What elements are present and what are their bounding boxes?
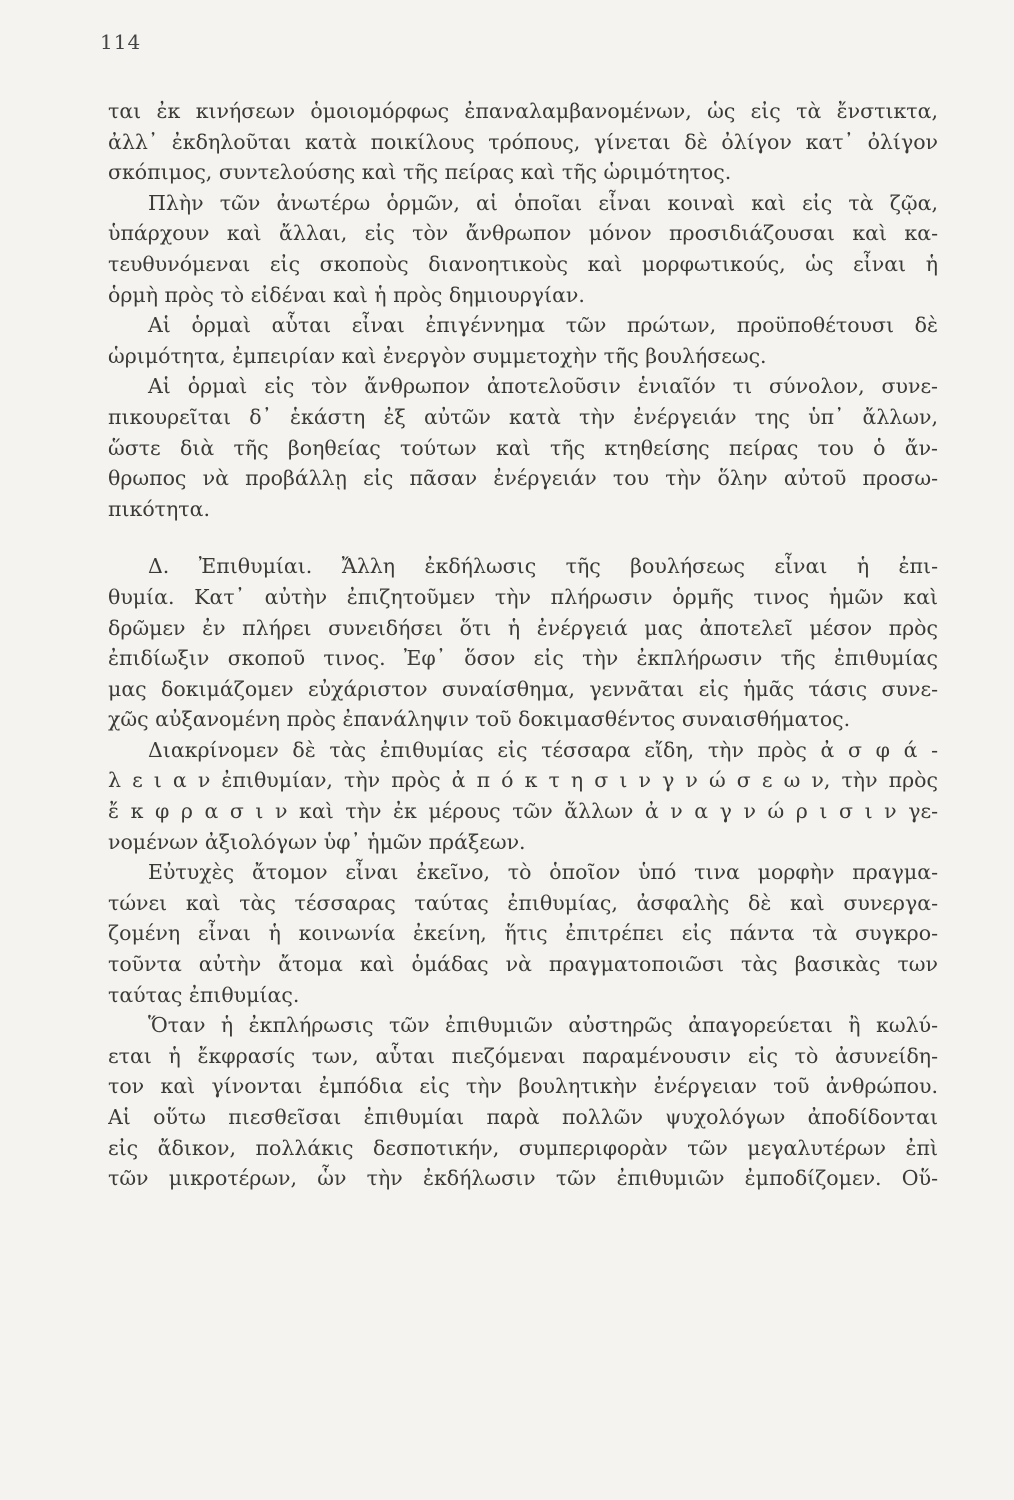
text-line: ται ἐκ κινήσεων ὁμοιομόρφως ἐπαναλαμβανομένων, ὡς εἰς τὰ ἔνστικτα,: [108, 99, 938, 123]
text-line: μας δοκιμάζομεν εὐχάριστον συναίσθημα, γεννᾶται εἰς ἡμᾶς τάσις συνε-: [108, 676, 938, 701]
text-line: τώνει καὶ τὰς τέσσαρας ταύτας ἐπιθυμίας, ἀσφαλὴς δὲ καὶ συνεργα-: [108, 890, 938, 915]
paragraph: [108, 1010, 938, 1194]
text-line: Αἱ ὁρμαὶ αὗται εἶναι ἐπιγέννημα τῶν πρώτων, προϋποθέτουσι δὲ: [148, 313, 938, 338]
text-line: θυμία. Κατ᾽ αὐτὴν ἐπιζητοῦμεν τὴν πλήρωσιν ὁρμῆς τινος ἡμῶν καὶ: [108, 584, 938, 609]
paragraph: [108, 188, 938, 310]
text-line: θρωπος νὰ προβάλλῃ εἰς πᾶσαν ἐνέργειάν του τὴν ὅλην αὐτοῦ προσω-: [108, 466, 938, 491]
text-line: τευθυνόμεναι εἰς σκοποὺς διανοητικοὺς καὶ μορφωτικούς, ὡς εἶναι ἡ: [108, 251, 938, 276]
text-line: ὁρμὴ πρὸς τὸ εἰδέναι καὶ ἡ πρὸς δημιουργίαν.: [108, 282, 585, 307]
text-line: ἐπιδίωξιν σκοποῦ τινος. Ἐφ᾽ ὅσον εἰς τὴν ἐκπλήρωσιν τῆς ἐπιθυμίας: [108, 646, 938, 671]
text-line: τον καὶ γίνονται ἐμπόδια εἰς τὴν βουλητικὴν ἐνέργειαν τοῦ ἀνθρώπου.: [108, 1074, 938, 1099]
text-line: ὥστε διὰ τῆς βοηθείας τούτων καὶ τῆς κτηθείσης πείρας του ὁ ἄν-: [108, 435, 938, 460]
text-line: ὡριμότητα, ἐμπειρίαν καὶ ἐνεργὸν συμμετοχὴν τῆς βουλήσεως.: [108, 343, 767, 368]
text-line: νομένων ἀξιολόγων ὑφ᾽ ἡμῶν πράξεων.: [108, 829, 526, 854]
text-line: Εὐτυχὲς ἄτομον εἶναι ἐκεῖνο, τὸ ὁποῖον ὑπό τινα μορφὴν πραγμα-: [148, 860, 938, 885]
paragraph: [108, 310, 938, 371]
paragraph: [108, 551, 938, 735]
text-line: δρῶμεν ἐν πλήρει συνειδήσει ὅτι ἡ ἐνέργειά μας ἀποτελεῖ μέσον πρὸς: [108, 615, 938, 640]
text-line: πικότητα.: [108, 496, 210, 521]
text-line: Αἱ οὕτω πιεσθεῖσαι ἐπιθυμίαι παρὰ πολλῶν ψυχολόγων ἀποδίδονται: [108, 1105, 938, 1129]
text-line: πικουρεῖται δ᾽ ἑκάστη ἐξ αὐτῶν κατὰ τὴν ἐνέργειάν της ὑπ᾽ ἄλλων,: [108, 404, 938, 429]
paragraph-gap: [108, 524, 938, 551]
text-line: εται ἡ ἔκφρασίς των, αὗται πιεζόμεναι παραμένουσιν εἰς τὸ ἀσυνείδη-: [108, 1043, 938, 1068]
page-number: 114: [100, 30, 142, 54]
text-line: ὑπάρχουν καὶ ἄλλαι, εἰς τὸν ἄνθρωπον μόνον προσιδιάζουσαι καὶ κα-: [108, 221, 938, 246]
text-line: Ὅταν ἡ ἐκπλήρωσις τῶν ἐπιθυμιῶν αὐστηρῶς ἀπαγορεύεται ἢ κωλύ-: [148, 1013, 938, 1038]
body-text: [108, 96, 938, 1194]
text-line: ἔ κ φ ρ α σ ι ν καὶ τὴν ἐκ μέρους τῶν ἄλλων ἀ ν α γ ν ώ ρ ι σ ι ν γε-: [108, 799, 938, 824]
text-line: ζομένη εἶναι ἡ κοινωνία ἐκείνη, ἥτις ἐπιτρέπει εἰς πάντα τὰ συγκρο-: [108, 921, 938, 946]
paragraph: [108, 371, 938, 524]
text-line: τῶν μικροτέρων, ὧν τὴν ἐκδήλωσιν τῶν ἐπιθυμιῶν ἐμποδίζομεν. Οὕ-: [108, 1166, 938, 1191]
paragraph: [108, 96, 938, 188]
paragraph: [108, 735, 938, 857]
text-line: Πλὴν τῶν ἀνωτέρω ὁρμῶν, αἱ ὁποῖαι εἶναι κοιναὶ καὶ εἰς τὰ ζῷα,: [148, 190, 938, 215]
text-line: Αἱ ὁρμαὶ εἰς τὸν ἄνθρωπον ἀποτελοῦσιν ἑνιαῖόν τι σύνολον, συνε-: [148, 374, 938, 399]
paragraph: [108, 857, 938, 1010]
text-line: σκόπιμος, συντελούσης καὶ τῆς πείρας καὶ τῆς ὡριμότητος.: [108, 160, 732, 185]
text-line: ταύτας ἐπιθυμίας.: [108, 982, 300, 1007]
text-line: Διακρίνομεν δὲ τὰς ἐπιθυμίας εἰς τέσσαρα εἴδη, τὴν πρὸς ἀ σ φ ά -: [148, 737, 938, 762]
text-line: εἰς ἄδικον, πολλάκις δεσποτικήν, συμπεριφορὰν τῶν μεγαλυτέρων ἐπὶ: [108, 1135, 938, 1160]
text-line: χῶς αὐξανομένη πρὸς ἐπανάληψιν τοῦ δοκιμασθέντος συναισθήματος.: [108, 707, 851, 732]
text-line: ἀλλ᾽ ἐκδηλοῦται κατὰ ποικίλους τρόπους, γίνεται δὲ ὀλίγον κατ᾽ ὀλίγον: [108, 129, 938, 154]
text-line: τοῦντα αὐτὴν ἄτομα καὶ ὁμάδας νὰ πραγματοποιῶσι τὰς βασικὰς των: [108, 952, 938, 977]
text-line: λ ε ι α ν ἐπιθυμίαν, τὴν πρὸς ἀ π ό κ τ η σ ι ν γ ν ώ σ ε ω ν, τὴν πρὸς: [108, 768, 938, 793]
text-line: Δ. Ἐπιθυμίαι. Ἄλλη ἐκδήλωσις τῆς βουλήσεως εἶναι ἡ ἐπι-: [148, 554, 938, 579]
